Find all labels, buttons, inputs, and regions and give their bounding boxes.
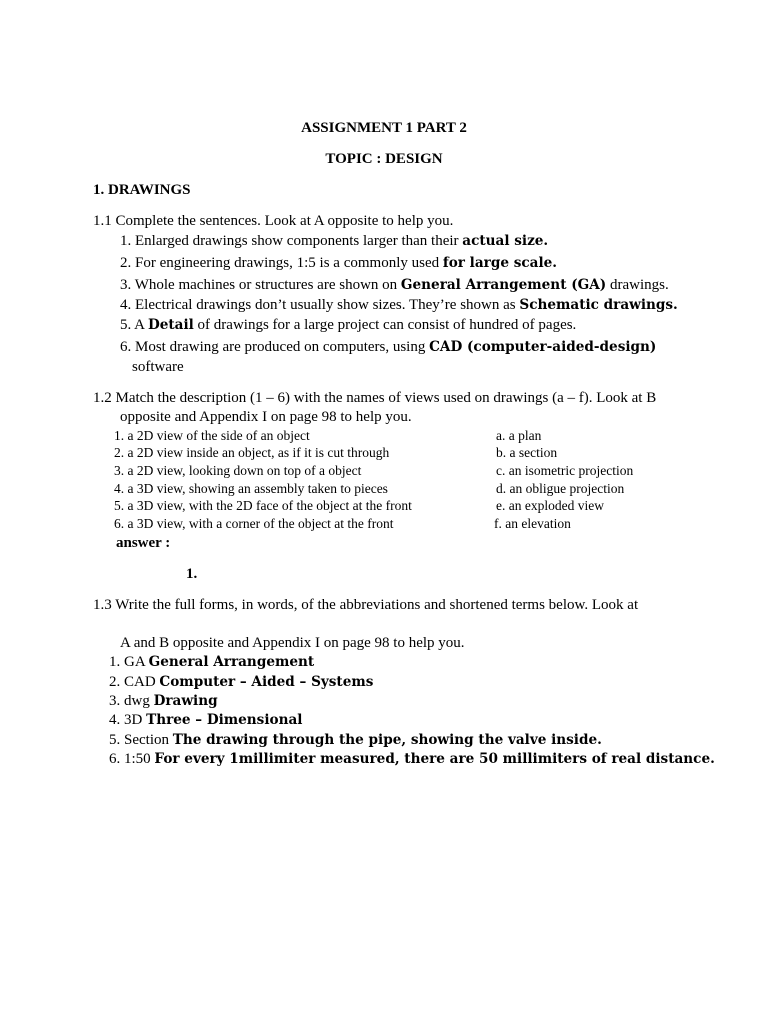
abbrev-item: [109, 733, 602, 748]
view-option: c. an isometric projection: [496, 463, 634, 478]
item-answer: General Arrangement (GA): [400, 277, 607, 293]
description-item: 2. a 2D view inside an object, as if it is cut through: [114, 445, 390, 460]
item-answer: for large scale.: [442, 255, 557, 271]
description-item: 3. a 2D view, looking down on top of a object: [114, 463, 362, 478]
q1-1-item: [120, 298, 678, 313]
q1-2-prompt-line2: opposite and Appendix I on page 98 to help you.: [120, 409, 412, 425]
item-answer: actual size.: [462, 233, 549, 249]
q1-1-item-continuation: software: [132, 359, 184, 375]
q1-3-prompt-line1: 1.3 Write the full forms, in words, of the abbreviations and shortened terms below. Look at: [93, 597, 639, 613]
abbrev-term: 2. CAD: [109, 674, 160, 690]
section-heading: 1. DRAWINGS: [93, 182, 191, 198]
abbrev-item: [109, 713, 302, 728]
abbrev-term: 1. GA: [109, 654, 149, 670]
abbrev-item: [109, 675, 373, 690]
q1-1-item: [120, 234, 548, 249]
abbrev-term: 5. Section: [109, 732, 173, 748]
abbrev-item: [109, 655, 314, 670]
item-text: 5. A: [120, 317, 148, 333]
abbrev-term: 6. 1:50: [109, 751, 155, 767]
description-item: 4. a 3D view, showing an assembly taken to pieces: [114, 481, 388, 496]
view-option: b. a section: [496, 445, 558, 460]
view-option: e. an exploded view: [496, 498, 604, 513]
item-answer: Detail: [147, 317, 194, 333]
assignment-title: ASSIGNMENT 1 PART 2: [301, 120, 467, 136]
abbrev-answer: General Arrangement: [148, 654, 315, 670]
q1-1-item: [120, 318, 576, 333]
answer-first-item: 1.: [186, 566, 198, 582]
abbrev-answer: Drawing: [153, 693, 218, 709]
description-item: 1. a 2D view of the side of an object: [114, 428, 310, 443]
q1-1-item: [120, 278, 669, 293]
abbrev-item: [109, 694, 218, 709]
abbrev-item: [109, 752, 715, 767]
item-answer: Schematic drawings.: [519, 297, 678, 313]
abbrev-answer: Three – Dimensional: [146, 712, 303, 728]
q1-1-item: [120, 340, 656, 355]
topic-heading: TOPIC : DESIGN: [325, 151, 443, 167]
abbrev-answer: The drawing through the pipe, showing the valve inside.: [172, 732, 602, 748]
item-answer: CAD (computer-aided-design): [429, 339, 657, 355]
item-text: 1. Enlarged drawings show components larger than their: [120, 233, 463, 249]
view-option: a. a plan: [496, 428, 542, 443]
view-option: d. an obligue projection: [496, 481, 625, 496]
item-after: drawings.: [606, 277, 669, 293]
abbrev-answer: Computer – Aided – Systems: [159, 674, 374, 690]
item-text: 2. For engineering drawings, 1:5 is a commonly used: [120, 255, 443, 271]
q1-3-prompt-line2: A and B opposite and Appendix I on page 98 to help you.: [120, 635, 465, 651]
q1-2-prompt-line1: 1.2 Match the description (1 – 6) with the names of views used on drawings (a – f). Look at B: [93, 390, 657, 406]
item-text: 3. Whole machines or structures are shown on: [120, 277, 401, 293]
q1-1-item: [120, 256, 557, 271]
item-after: of drawings for a large project can consist of hundred of pages.: [193, 317, 577, 333]
item-text: 6. Most drawing are produced on computers, using: [120, 339, 430, 355]
item-text: 4. Electrical drawings don’t usually show sizes. They’re shown as: [120, 297, 520, 313]
abbrev-term: 4. 3D: [109, 712, 147, 728]
answer-label: answer :: [116, 535, 171, 551]
q1-1-prompt: 1.1 Complete the sentences. Look at A opposite to help you.: [93, 213, 454, 229]
description-item: 6. a 3D view, with a corner of the object at the front: [114, 516, 394, 531]
abbrev-answer: For every 1millimiter measured, there are 50 millimiters of real distance.: [154, 751, 715, 767]
description-item: 5. a 3D view, with the 2D face of the object at the front: [114, 498, 412, 513]
view-option: f. an elevation: [494, 516, 571, 531]
abbrev-term: 3. dwg: [109, 693, 154, 709]
